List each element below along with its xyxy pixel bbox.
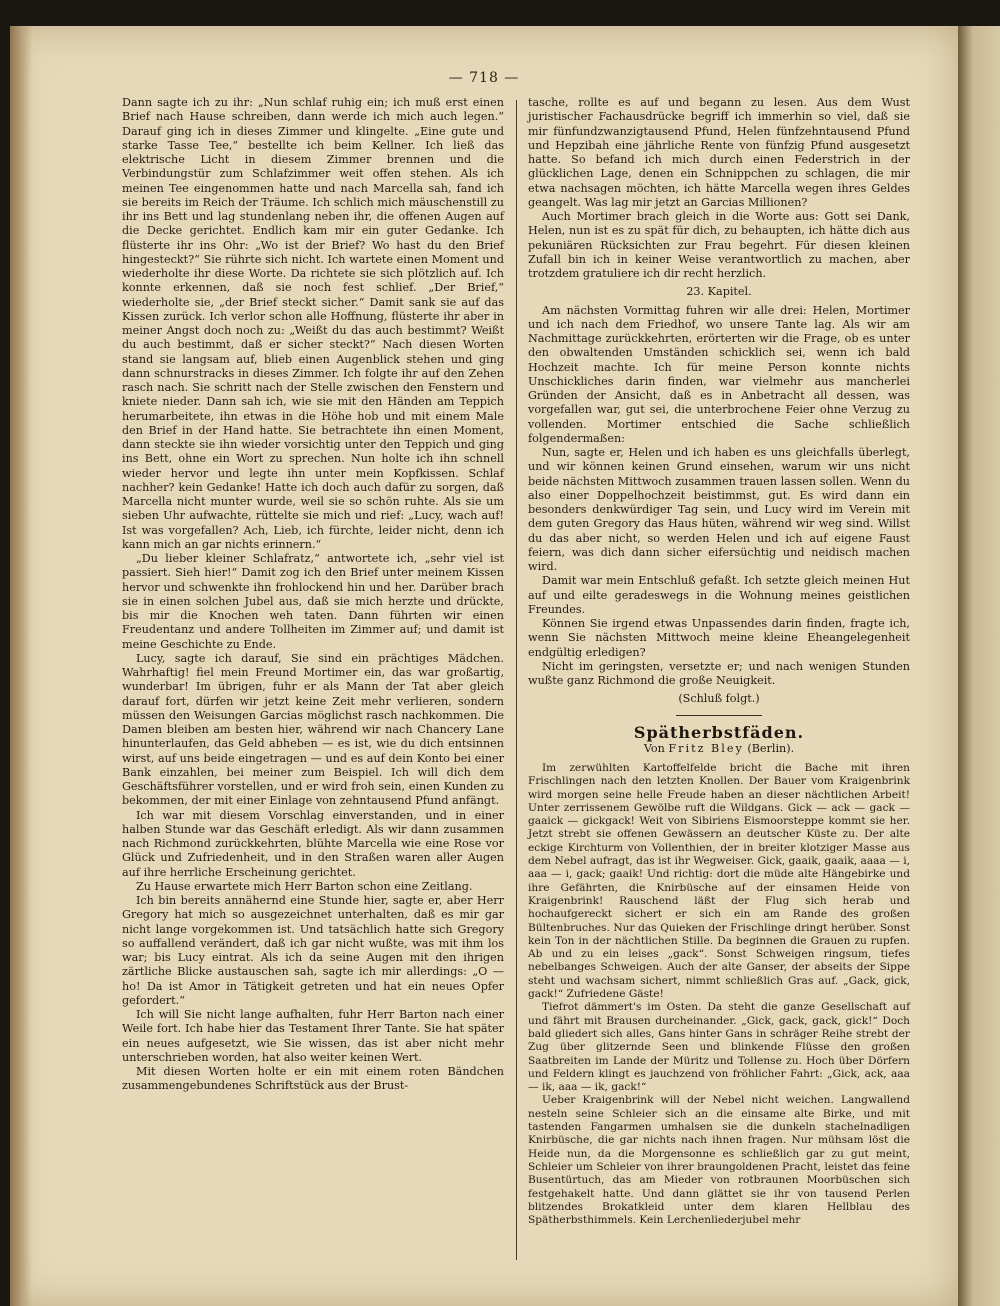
story-paragraph: Im zerwühlten Kartoffelfelde bricht die Bache mit ihren Frischlingen nach den letzten Knollen. Der Bauer vom Kraigenbrink wird morgen seine helle Freude haben an dieser nächtlichen Arbeit! Unter zerrissenem Gewölbe ruft die Wildgans. Gick — ack — gack — gaaick — gickgack! Weit von Sibiriens Eismoorsteppe kommt sie her. Jetzt strebt sie offenen Gewässern an deutscher Küste zu. Der alte eckige Kirchturm von Vollenthien, der in breiter klotziger Masse aus dem Nebel aufragt, das ist ihr Wegweiser. Gick, gaaik, gaaik, aaaa — i, aaa — i, gack; gaaik! Und richtig: dort die müde alte Hängebirke und ihre Gefährten, die Knirbüsche auf der einsamen Heide von Kraigenbrink! Rauschend läßt der Flug sich herab und hochaufgereckt sichert er sich ein am Rande des großen Bültenbruches. Nur das Quieken der Frischlinge dringt herüber. Sonst kein Ton in der nächtlichen Stille. Da beginnen die Grauen zu rupfen. Ab und zu ein leises „gack“. Sonst Schweigen ringsum, tiefes nebelbanges Schweigen. Auch der alte Ganser, der abseits der Sippe steht und wachsam sichert, nimmt schließlich Gras auf. „Gack, gick, gack!“ Zufriedene Gäste! xyxy=(528,762,910,1001)
chapter-paragraph: Nicht im geringsten, versetzte er; und nach wenigen Stunden wußte ganz Richmond die große Neuigkeit. xyxy=(528,659,910,687)
left-paragraph: Dann sagte ich zu ihr: „Nun schlaf ruhig ein; ich muß erst einen Brief nach Hause schreiben, dann werde ich mich auch legen.“ Darauf ging ich in dieses Zimmer und klingelte. „Eine gute und starke Tasse Tee,“ bestellte ich beim Kellner. Ich ließ das elektrische Licht in diesem Zimmer brennen und die Verbindungstür zum Schlafzimmer weit offen stehen. Als ich meinen Tee eingenommen hatte und nach Marcella sah, fand ich sie bereits im Reich der Träume. Ich schlich mich mäuschenstill zu ihr ins Bett und lag stundenlang neben ihr, die offenen Augen auf die Decke gerichtet. Endlich kam mir ein guter Gedanke. Ich flüsterte ihr ins Ohr: „Wo ist der Brief? Wo hast du den Brief hingesteckt?“ Sie rührte sich nicht. Ich wartete einen Moment und wiederholte ihr diese Worte. Da richtete sie sich plötzlich auf. Ich konnte erkennen, daß sie noch fest schlief. „Der Brief,“ wiederholte sie, „der Brief steckt sicher.“ Damit sank sie auf das Kissen zurück. Ich verlor schon alle Hoffnung, flüsterte ihr aber in meiner Angst doch noch zu: „Weißt du das auch bestimmt? Weißt du auch bestimmt, daß er sicher steckt?“ Nach diesen Worten stand sie langsam auf, blieb einen Augenblick stehen und ging dann schnurstracks in dieses Zimmer. Ich folgte ihr auf den Zehen rasch nach. Sie schritt nach der Stelle zwischen den Fenstern und kniete nieder. Dann sah ich, wie sie mit den Händen am Teppich herumarbeitete, ihn etwas in die Höhe hob und mit einem Male den Brief in der Hand hatte. Sie betrachtete ihn einen Moment, dann steckte sie ihn wieder vorsichtig unter den Teppich und ging ins Bett, ohne ein Wort zu sprechen. Nun holte ich ihn schnell wieder hervor und legte ihn unter mein Kopfkissen. Schlaf nachher? kein Gedanke! Hatte ich doch auch dafür zu sorgen, daß Marcella nicht munter wurde, weil sie so schön ruhte. Als sie um sieben Uhr aufwachte, rüttelte sie mich und rief: „Lucy, wach auf! Ist was vorgefallen? Ach, Lieb, ich fürchte, leider nicht, denn ich kann mich an gar nichts erinnern.“ xyxy=(122,96,504,551)
left-paragraph: Lucy, sagte ich darauf, Sie sind ein prächtiges Mädchen. Wahrhaftig! fiel mein Freund Mortimer ein, das war großartig, wunderbar! Im übrigen, fuhr er als Mann der Tat aber gleich darauf fort, dürfen wir jetzt keine Zeit mehr verlieren, sondern müssen den Weisungen Garcias möglichst rasch nachkommen. Die Damen bleiben am besten hier, während wir nach Chancery Lane hinunterlaufen, das Geld abheben — es ist, wie du dich entsinnen wirst, auf uns beide eingetragen — und es auf dein Konto bei einer Bank einzahlen, bei meiner zum Beispiel. Ich will dich dem Geschäftsführer vorstellen, und er wird froh sein, einen Kunden zu bekommen, der mit einer Einlage von zehntausend Pfund anfängt. xyxy=(122,651,504,808)
story-body xyxy=(528,762,910,1227)
book-spine-shadow xyxy=(10,26,32,1306)
chapter-paragraph: Am nächsten Vormittag fuhren wir alle drei: Helen, Mortimer und ich nach dem Friedhof, wo unsere Tante lag. Als wir am Nachmittage zurückkehrten, erörterten wir die Frage, ob es unter den obwaltenden Umständen schicklich sei, wenn ich bald Hochzeit machte. Ich für meine Person konnte nichts Unschickliches darin finden, war vielmehr aus mancherlei Gründen der Ansicht, daß es in Anbetracht all dessen, was vorgefallen war, gut sei, die unterbrochene Feier ohne Verzug zu vollenden. Mortimer entschied die Sache schließlich folgendermaßen: xyxy=(528,303,910,445)
chapter-heading: 23. Kapitel. xyxy=(686,285,752,299)
right-column xyxy=(528,96,910,1227)
story-author: Fritz Bley xyxy=(668,741,744,755)
left-paragraph: Zu Hause erwartete mich Herr Barton schon eine Zeitlang. xyxy=(136,879,473,893)
left-paragraph: Ich will Sie nicht lange aufhalten, fuhr Herr Barton nach einer Weile fort. Ich habe hier das Testament Ihrer Tante. Sie hat später ein neues aufgesetzt, wie Sie wissen, das ist aber nicht mehr unterschrieben worden, hat also weiter keinen Wert. xyxy=(122,1008,504,1064)
byline-prefix: Von xyxy=(643,741,665,755)
to-be-continued-note: (Schluß folgt.) xyxy=(678,692,760,706)
left-column xyxy=(122,96,504,1094)
chapter-paragraph: Damit war mein Entschluß gefaßt. Ich setzte gleich meinen Hut auf und eilte geradeswegs in die Wohnung meines geistlichen Freundes. xyxy=(528,574,910,616)
left-paragraph: Mit diesen Worten holte er ein mit einem roten Bändchen zusammengebundenes Schriftstück aus der Brust- xyxy=(122,1065,504,1093)
chapter-paragraph: Können Sie irgend etwas Unpassendes darin finden, fragte ich, wenn Sie nächsten Mittwoch meine kleine Eheangelegenheit endgültig erledigen? xyxy=(528,617,910,659)
story-paragraph: Ueber Kraigenbrink will der Nebel nicht weichen. Langwallend nesteln seine Schleier sich an die einsame alte Birke, und mit tastenden Fangarmen umhalsen sie die dunkeln stachelnadligen Knirbüsche, die gar nichts nach ihnen fragen. Nur mühsam löst die Heide nun, da die Morgensonne es schließlich gar zu gut meint, Schleier um Schleier von ihrer braungoldenen Pracht, leistet das feine Busentürtuch, das am Mieder von rotbraunen Moorbüschen sich festgehakelt hatte. Und dann glättet sie ihr von tausend Perlen blitzendes Brokatkleid unter dem klaren Hellblau des Spätherbsthimmels. Kein Lerchenliederjubel mehr xyxy=(528,1094,910,1227)
right-paragraph-continuation: tasche, rollte es auf und begann zu lesen. Aus dem Wust juristischer Fachausdrücke begriff ich immerhin so viel, daß sie mir fünfundzwanzigtausend Pfund, Helen fünfzehntausend Pfund und Hepzibah eine jährliche Rente von fünfzig Pfund ausgesetzt hatte. So befand ich mich durch einen Federstrich in der glücklichen Lage, denen ein Schnippchen zu schlagen, die mir etwa nachsagen möchten, ich hätte Marcella wegen ihres Geldes geangelt. Was lag mir jetzt an Garcias Millionen? xyxy=(528,96,910,209)
column-divider xyxy=(516,100,517,1260)
story-byline xyxy=(528,742,910,756)
page-number: — 718 — xyxy=(448,70,520,86)
left-paragraph: Ich war mit diesem Vorschlag einverstanden, und in einer halben Stunde war das Geschäft erledigt. Als wir dann zusammen nach Richmond zurückkehrten, blühte Marcella wie eine Rose vor Glück und Zufriedenheit, und in den Straßen waren aller Augen auf ihre herrliche Erscheinung gerichtet. xyxy=(122,808,504,879)
section-rule xyxy=(676,715,762,716)
story-title: Spätherbstfäden. xyxy=(633,722,805,742)
adjacent-page-edge xyxy=(958,26,1000,1306)
right-paragraph: Auch Mortimer brach gleich in die Worte aus: Gott sei Dank, Helen, nun ist es zu spät für dich, zu behaupten, ich hätte dich aus pekuniären Rücksichten zur Frau begehrt. Für diesen kleinen Zufall bin ich in keiner Weise verantwortlich zu machen, aber trotzdem gratuliere ich dir recht herzlich. xyxy=(528,210,910,280)
left-paragraph: „Du lieber kleiner Schlafratz,“ antwortete ich, „sehr viel ist passiert. Sieh hier!“ Damit zog ich den Brief unter meinem Kissen hervor und schwenkte ihn frohlockend hin und her. Darüber brach sie in einen solchen Jubel aus, daß sie mich herzte und drückte, bis mir die Knochen weh taten. Dann führten wir einen Freudentanz und andere Tollheiten im Zimmer auf; und damit ist meine Geschichte zu Ende. xyxy=(122,552,504,651)
newspaper-page xyxy=(10,26,958,1306)
chapter-paragraph: Nun, sagte er, Helen und ich haben es uns gleichfalls überlegt, und wir können keinen Grund einsehen, warum wir uns nicht beide nächsten Mittwoch zusammen trauen lassen sollen. Wenn du also einer Doppelhochzeit beistimmst, gut. Es wird dann ein besonders denkwürdiger Tag sein, und Lucy wird im Verein mit dem guten Gregory das Haus hüten, während wir weg sind. Willst du das aber nicht, so werden Helen und ich auf eigene Faust feiern, was dich dann sicher eifersüchtig und neidisch machen wird. xyxy=(528,446,910,573)
byline-suffix: (Berlin). xyxy=(747,741,795,755)
story-paragraph: Tiefrot dämmert's im Osten. Da steht die ganze Gesellschaft auf und fährt mit Brausen durcheinander. „Gick, gack, gack, gick!“ Doch bald gliedert sich alles, Gans hinter Gans in schräger Reihe strebt der Zug über glitzernde Seen und blinkende Flüsse den großen Saatbreiten im Lande der Müritz und Tollense zu. Hoch über Dörfern und Feldern klingt es jauchzend von fröhlicher Fahrt: „Gick, ack, aaa — ik, aaa — ik, gack!“ xyxy=(528,1001,910,1094)
left-paragraph: Ich bin bereits annähernd eine Stunde hier, sagte er, aber Herr Gregory hat mich so ausgezeichnet unterhalten, daß es mir gar nicht lange vorgekommen ist. Und tatsächlich hatte sich Gregory so auffallend verändert, daß ich gar nicht wußte, was mit ihm los war; bis Lucy eintrat. Als ich da seine Augen mit den ihrigen zärtliche Blicke austauschen sah, sagte ich mir allerdings: „O — ho! Da ist Amor in Tätigkeit getreten und hat ein neues Opfer gefordert.“ xyxy=(122,894,504,1007)
